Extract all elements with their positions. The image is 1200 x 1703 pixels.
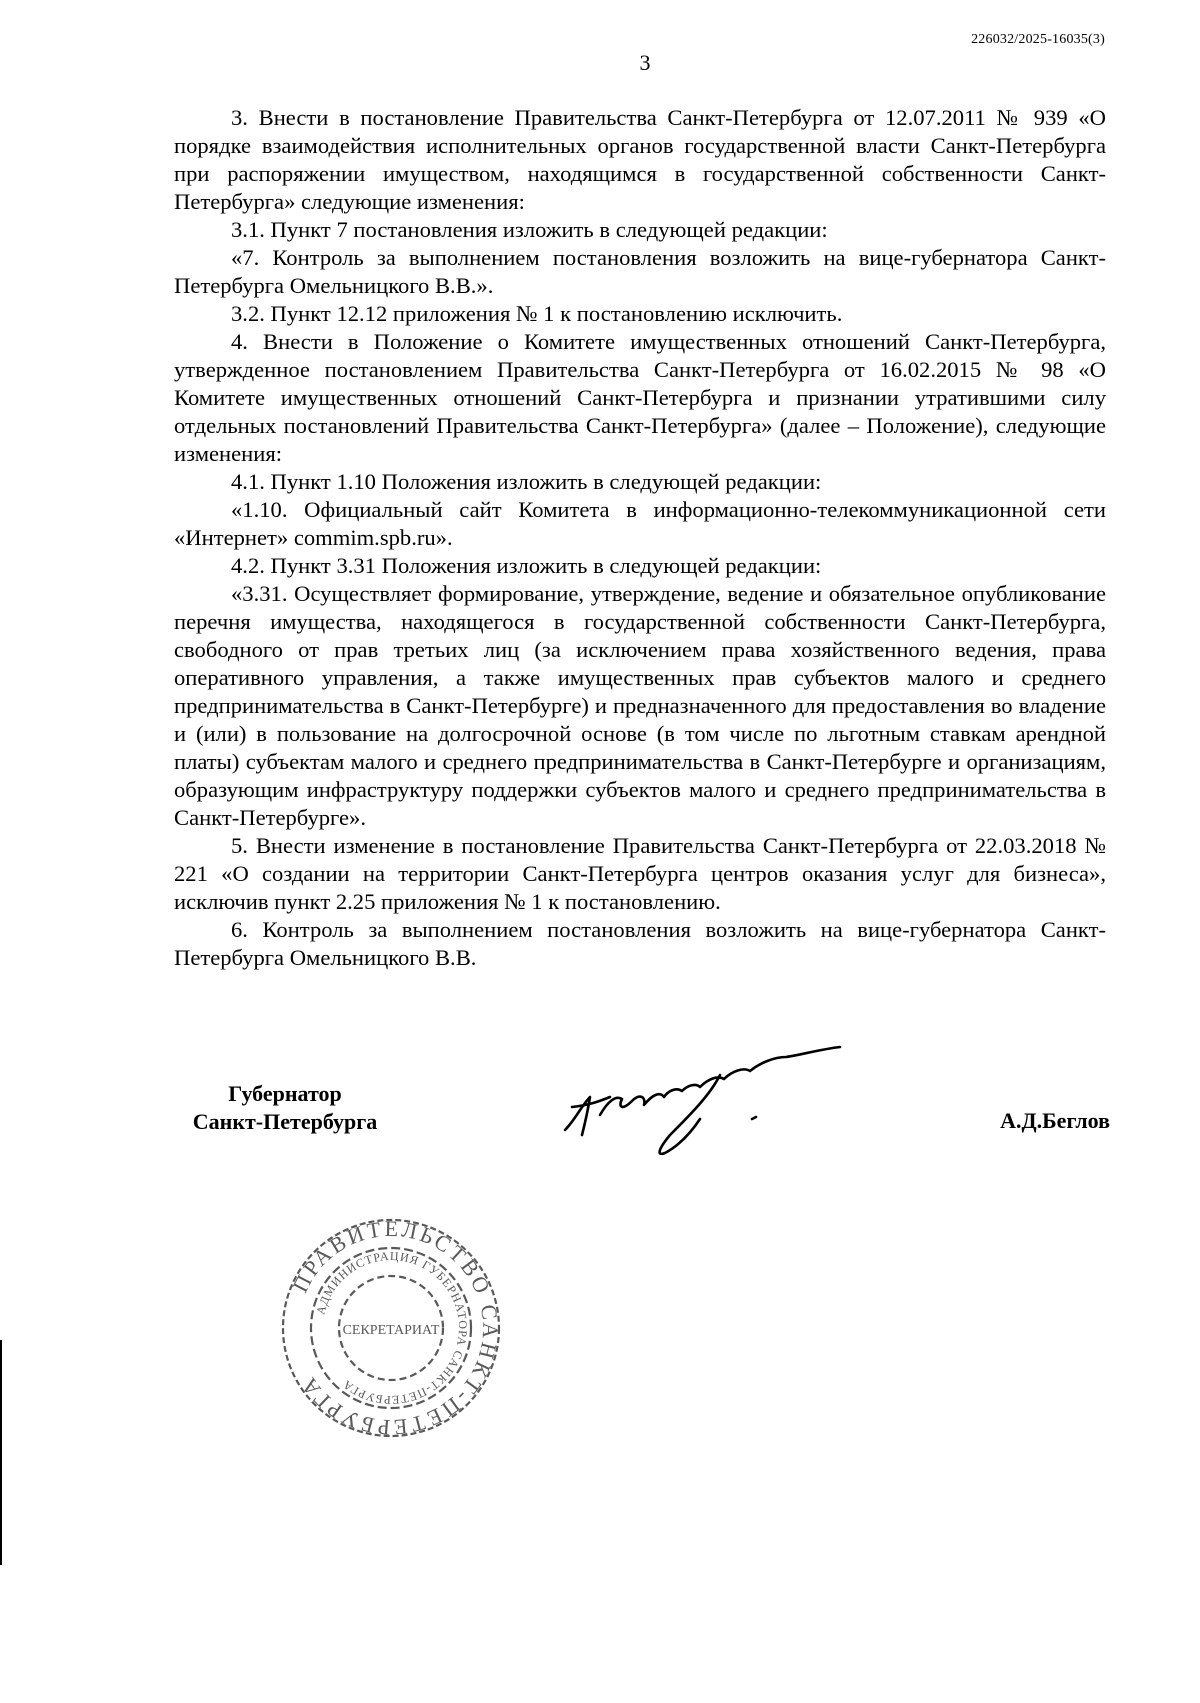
scan-edge-line: [0, 1340, 2, 1565]
paragraph-3-1-quote: «7. Контроль за выполнением постановления возложить на вице-губернатора Санкт-Петербурга Омельницкого В.В.».: [174, 245, 1106, 298]
handwritten-signature: [560, 1035, 920, 1175]
signatory-title-line2: Санкт-Петербурга: [192, 1109, 378, 1134]
paragraph-6: 6. Контроль за выполнением постановления возложить на вице-губернатора Санкт-Петербурга Омельницкого В.В.: [174, 917, 1106, 970]
paragraph-4-1: 4.1. Пункт 1.10 Положения изложить в следующей редакции:: [231, 469, 822, 494]
paragraph-3-1: 3.1. Пункт 7 постановления изложить в следующей редакции:: [231, 217, 828, 242]
paragraph-4-1-quote: «1.10. Официальный сайт Комитета в информационно-телекоммуникационной сети «Интернет» commim.spb.ru».: [174, 497, 1106, 550]
seal-center-text: СЕКРЕТАРИАТ: [342, 1323, 440, 1338]
signature-block: [0, 1080, 1200, 1160]
signatory-title-line1: Губернатор: [228, 1081, 342, 1106]
official-seal: [278, 1215, 504, 1441]
page-number: 3: [639, 50, 651, 75]
paragraph-4-2-quote: «3.31. Осуществляет формирование, утверждение, ведение и обязательное опубликование перечня имущества, находящегося в государственной собственности Санкт-Петербурга, свободного от прав третьих лиц (за исключением права хозяйственного ведения, права оперативного управления, а также имущественных прав субъектов малого и среднего предпринимательства в Санкт-Петербурге) и предназначенного для предоставления во владение и (или) в пользование на долгосрочной основе (в том числе по льготным ставкам арендной платы) субъектам малого и среднего предпринимательства в Санкт-Петербурге и организациям, образующим инфраструктуру поддержки субъектов малого и среднего предпринимательства в Санкт-Петербурге».: [174, 581, 1106, 830]
paragraph-5: 5. Внести изменение в постановление Правительства Санкт-Петербурга от 22.03.2018 № 221 «О создании на территории Санкт-Петербурга центров оказания услуг для бизнеса», исключив пункт 2.25 приложения № 1 к постановлению.: [174, 833, 1106, 914]
signatory-name: А.Д.Беглов: [1000, 1108, 1110, 1133]
seal-inner-text: АДМИНИСТРАЦИЯ ГУБЕРНАТОРА САНКТ-ПЕТЕРБУРГА: [313, 1248, 471, 1408]
paragraph-3: 3. Внести в постановление Правительства Санкт-Петербурга от 12.07.2011 № 939 «О порядке взаимодействия исполнительных органов государственной власти Санкт-Петербурга при распоряжении имуществом, находящимся в государственной собственности Санкт-Петербурга» следующие изменения:: [174, 105, 1106, 214]
signatory-title: [175, 1080, 395, 1136]
seal-outer-text: ПРАВИТЕЛЬСТВО САНКТ-ПЕТЕРБУРГА: [287, 1215, 504, 1441]
paragraph-4-2: 4.2. Пункт 3.31 Положения изложить в следующей редакции:: [231, 553, 822, 578]
document-body: [174, 104, 1106, 972]
paragraph-3-2: 3.2. Пункт 12.12 приложения № 1 к постановлению исключить.: [231, 301, 843, 326]
paragraph-4: 4. Внести в Положение о Комитете имущественных отношений Санкт-Петербурга, утвержденное постановлением Правительства Санкт-Петербурга от 16.02.2015 № 98 «О Комитете имущественных отношений Санкт-Петербурга и признании утратившими силу отдельных постановлений Правительства Санкт-Петербурга» (далее – Положение), следующие изменения:: [174, 329, 1106, 466]
document-registration-number: 226032/2025-16035(3): [971, 32, 1105, 47]
